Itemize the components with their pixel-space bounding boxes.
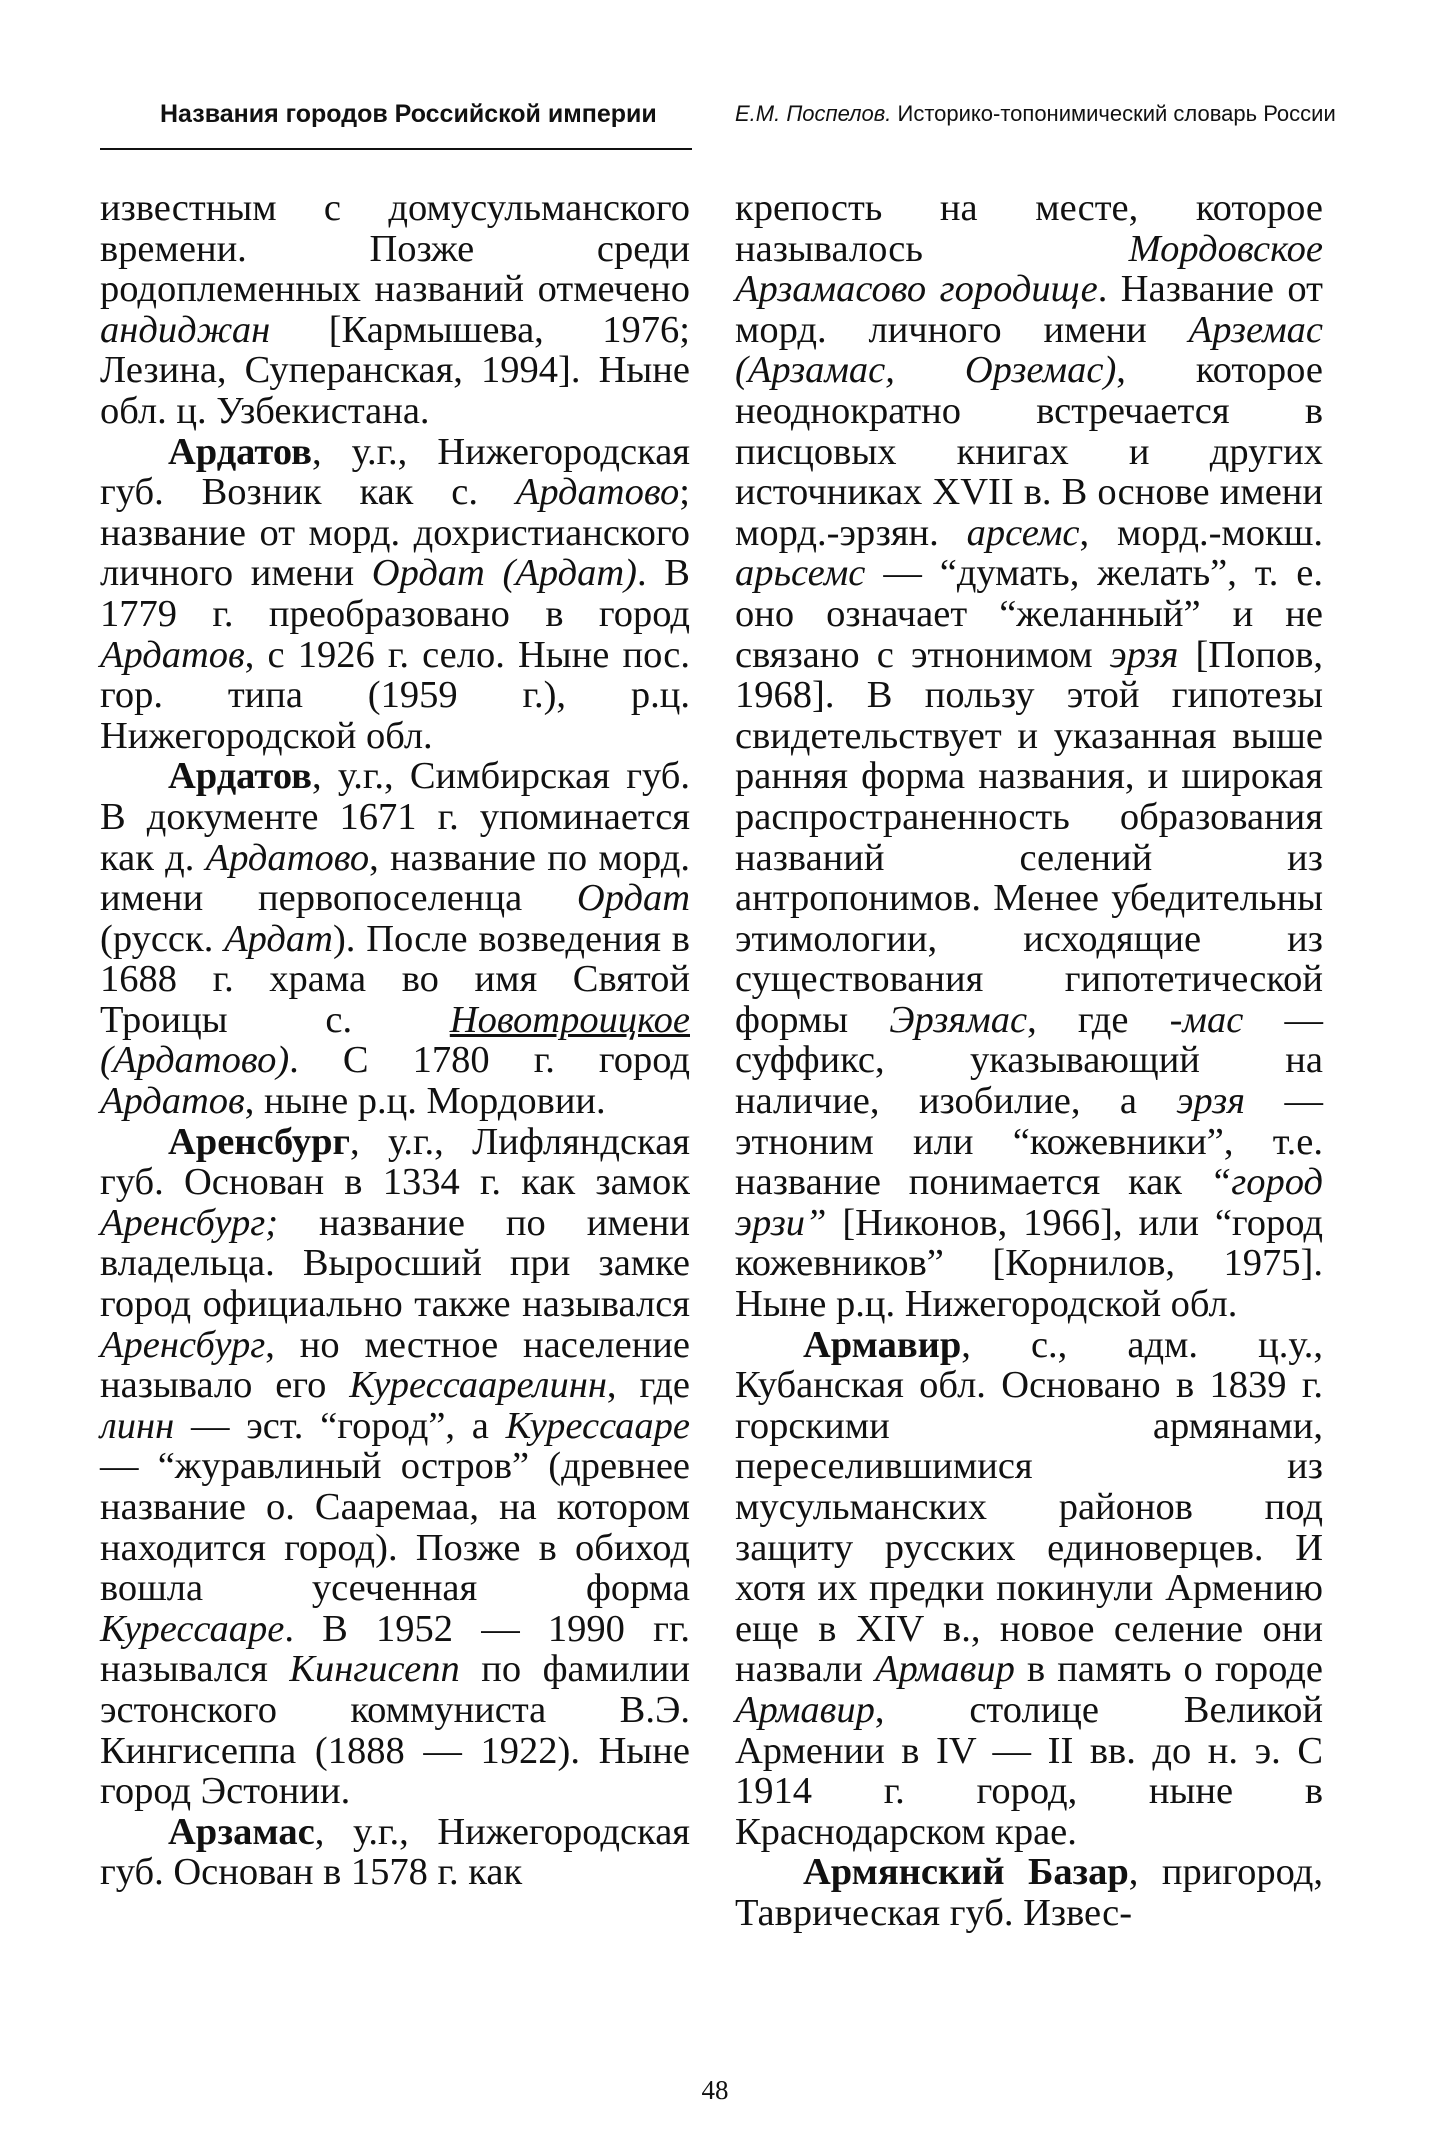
text-run: название по имени владельца. Выросший при замке город официально также назывался [100,1201,690,1326]
entry-headword: Аренсбург [168,1120,350,1163]
text-run: , столице Великой Армении в IV — II вв. до н. э. С 1914 г. город, ныне в Краснодарском крае. [735,1688,1323,1853]
italic-term: Курессааре [505,1404,690,1447]
text-run: — “журавлиный остров” (древнее название о. Сааремаа, на котором находится город). Позже в обиход вошла усеченная форма [100,1445,690,1610]
continued-paragraph [735,188,1323,1325]
dictionary-entry [100,432,690,757]
italic-term: Армавир [735,1688,875,1731]
running-header-right [735,100,1355,127]
text-run: , у.г., Нижегородская губ. Основан в 1578 г. как [100,1810,690,1894]
text-run: ; название от морд. дохристианского личного имени [100,471,690,595]
italic-term: Мордовское Арзамасово городище [735,227,1323,311]
text-run: , у.г., Симбирская губ. В документе 1671 г. упоминается как д. [100,755,690,879]
page-number: 48 [701,2075,729,2105]
text-run: , морд.-мокш. [1079,511,1324,554]
italic-term: Аренсбург [100,1323,266,1366]
text-run: , у.г., Нижегородская губ. Возник как с. [100,430,690,514]
header-book-title: Историко-топонимический словарь России [897,101,1336,126]
text-run: , ныне р.ц. Мордовии. [244,1080,606,1123]
italic-term: Ордат [576,877,690,920]
left-column [100,188,690,1893]
text-run: известным с домусульманского времени. Позже среди родоплеменных названий отмечено [100,187,690,311]
italic-term: -мас [1169,998,1244,1041]
text-run: , с., адм. ц.у., Кубанская обл. Основано в 1839 г. горскими армянами, переселившимися из мусульманских районов под защиту русских единоверцев. И хотя их предки покинули Армению еще в XIV в., новое селение они назвали [735,1323,1323,1691]
italic-term: Аренсбург; [100,1201,279,1244]
italic-term: арьсемс [735,552,866,595]
right-column [735,188,1323,1934]
italic-term: Кингисепп [289,1648,460,1691]
italic-term: линн [100,1404,175,1447]
italic-term: Новотроицкое [449,998,690,1041]
dictionary-entry [100,1812,690,1893]
italic-term: “город эрзи” [735,1161,1323,1244]
entry-headword: Армянский Базар [803,1851,1129,1894]
continued-paragraph [100,188,690,432]
text-run: крепость на месте, которое называлось [735,187,1323,270]
text-run: (русск. [100,917,225,960]
italic-term: Ордат (Ардат) [371,552,637,595]
text-run: , но местное население называло его [100,1323,690,1407]
text-run: — этноним или “кожевники”, т.е. название понимается как [735,1080,1323,1204]
text-run: , у.г., Лифляндская губ. Основан в 1334 г. как замок [100,1120,690,1204]
italic-term: арсемс [966,511,1080,554]
header-author: Е.М. Поспелов. [735,101,892,126]
text-run: в память о городе [1014,1648,1323,1691]
entry-headword: Ардатов [168,430,312,473]
text-run: [Попов, 1968]. В пользу этой гипотезы свидетельствует и указанная выше ранняя форма названия, и широкая распространенность образования названий селений из антропонимов. Менее убедительны этимологии, исходящие из существования гипотетической формы [735,633,1324,1041]
text-run: — эст. “город”, а [174,1404,506,1447]
text-run: , пригород, Таврическая губ. Извес- [735,1851,1323,1934]
italic-term: Армавир [874,1648,1015,1691]
text-run: — суффикс, указывающий на наличие, изобилие, а [735,998,1324,1123]
text-run: [Кармышева, 1976; Лезина, Суперанская, 1994]. Ныне обл. ц. Узбекистана. [100,308,690,432]
italic-term: эрзя [1176,1080,1246,1123]
text-run: , где [1027,998,1170,1041]
text-run: , с 1926 г. село. Ныне пос. гор. типа (1959 г.), р.ц. Нижегородской обл. [100,633,690,757]
text-run: , которое неоднократно встречается в писцовых книгах и других источниках XVII в. В основе имени морд.-эрзян. [735,349,1323,554]
italic-term: Ардатов [100,1080,245,1123]
text-run: , название по морд. имени первопоселенца [100,836,690,920]
text-run: ). После возведения в 1688 г. храма во имя Святой Троицы с. [100,917,690,1041]
text-run: , где [606,1364,690,1407]
text-run: по фамилии эстонского коммуниста В.Э. Кингисеппа (1888 — 1922). Ныне город Эстонии. [100,1648,690,1813]
text-run: . С 1780 г. город [289,1039,690,1082]
italic-term: Курессаарелинн [349,1364,607,1407]
header-rule [100,148,692,150]
italic-term: Ардатов [100,633,245,676]
italic-term: Ардатово [515,471,680,514]
text-run: — “думать, желать”, т. е. оно означает “желанный” и не связано с этнонимом [735,552,1323,676]
text-run: . В 1952 — 1990 гг. назывался [100,1607,690,1691]
dictionary-entry [735,1325,1323,1853]
dictionary-entry [100,1122,690,1812]
italic-term: андиджан [100,308,271,351]
dictionary-entry [735,1852,1323,1933]
italic-term: Арземас (Арзамас, Орземас) [735,308,1323,392]
text-run: . В 1779 г. преобразовано в город [100,552,690,635]
italic-term: эрзя [1109,633,1179,676]
italic-term: Курессааре [100,1607,285,1650]
italic-term: Ардатово [205,836,370,879]
text-run: [Никонов, 1966], или “город кожевников” [Корнилов, 1975]. Ныне р.ц. Нижегородской обл. [735,1201,1323,1326]
italic-term: (Ардатово) [100,1039,290,1082]
running-header-left: Названия городов Российской империи [160,100,657,128]
entry-headword: Ардатов [168,755,312,798]
dictionary-entry [100,756,690,1121]
entry-headword: Армавир [803,1323,962,1366]
italic-term: Эрзямас [889,998,1028,1041]
entry-headword: Арзамас [168,1810,315,1853]
italic-term: Ардат [224,917,333,960]
text-run: . Название от морд. личного имени [735,268,1323,351]
